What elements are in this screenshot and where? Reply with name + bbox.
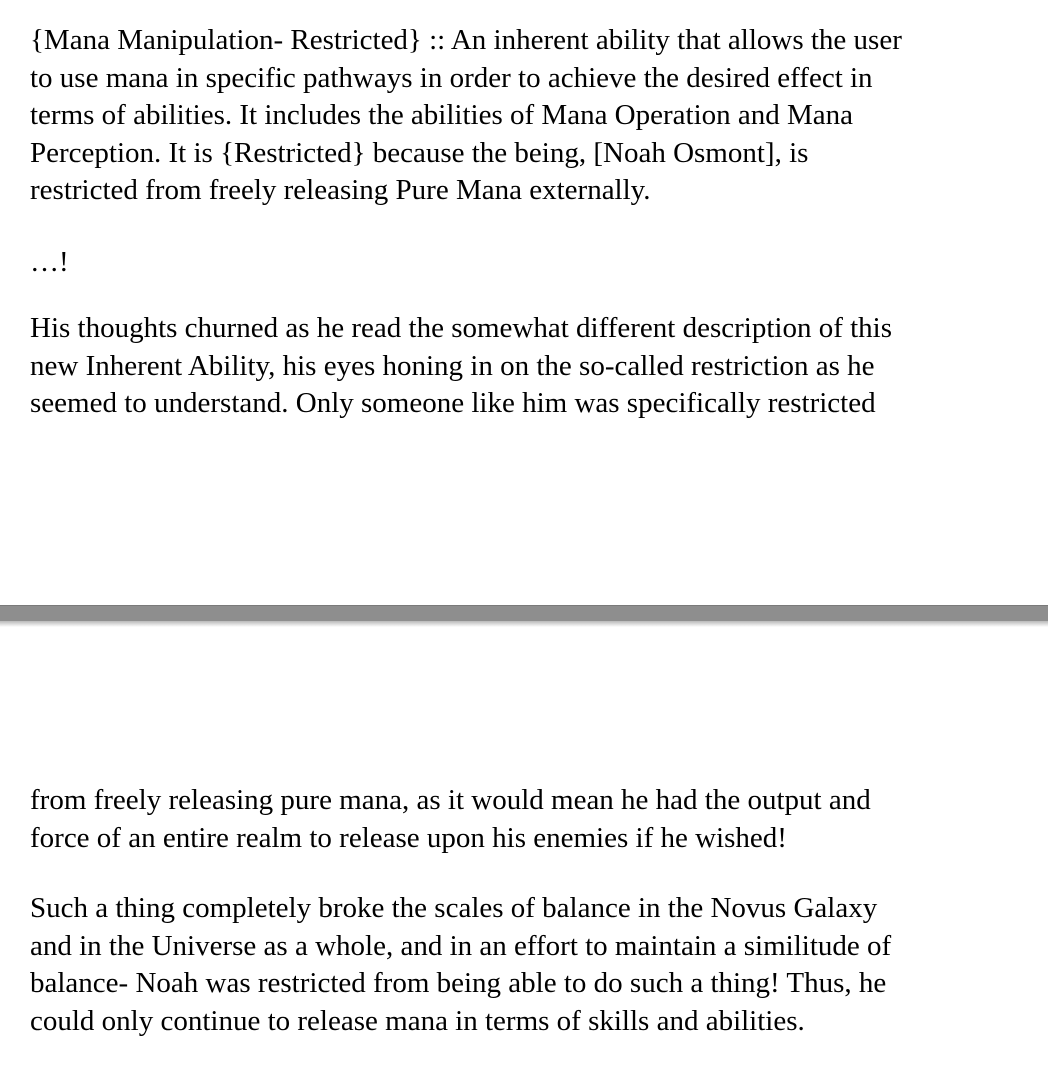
paragraph-balance — [30, 890, 1020, 1040]
document-page-bottom — [0, 627, 1048, 1066]
text-line: to use mana in specific pathways in order to achieve the desired effect in — [30, 61, 873, 94]
paragraph-exclamation — [30, 244, 1020, 282]
text-line: restricted from freely releasing Pure Mana externally. — [30, 174, 651, 206]
text-line: and in the Universe as a whole, and in an effort to maintain a similitude of — [30, 929, 892, 962]
paragraph-continuation — [30, 782, 1020, 857]
text-line: …! — [30, 246, 69, 278]
paragraph-thoughts — [30, 310, 1020, 423]
text-line: Such a thing completely broke the scales of balance in the Novus Galaxy — [30, 892, 878, 924]
text-line: force of an entire realm to release upon his enemies if he wished! — [30, 821, 787, 854]
page-break-separator — [0, 605, 1048, 627]
text-line: {Mana Manipulation- Restricted} :: An inherent ability that allows the user — [30, 24, 902, 56]
text-line: balance- Noah was restricted from being able to do such a thing! Thus, he — [30, 967, 887, 999]
text-line: new Inherent Ability, his eyes honing in on the so-called restriction as he — [30, 349, 875, 382]
paragraph-ability-description — [30, 22, 1020, 210]
text-line: terms of abilities. It includes the abilities of Mana Operation and Mana — [30, 99, 854, 131]
text-line: from freely releasing pure mana, as it would mean he had the output and — [30, 784, 871, 816]
text-line: His thoughts churned as he read the somewhat different description of this — [30, 312, 892, 344]
page-break-bar — [0, 605, 1048, 622]
text-line: could only continue to release mana in terms of skills and abilities. — [30, 1004, 805, 1037]
text-line: Perception. It is {Restricted} because the being, [Noah Osmont], is — [30, 136, 809, 169]
text-line: seemed to understand. Only someone like him was specifically restricted — [30, 387, 876, 419]
